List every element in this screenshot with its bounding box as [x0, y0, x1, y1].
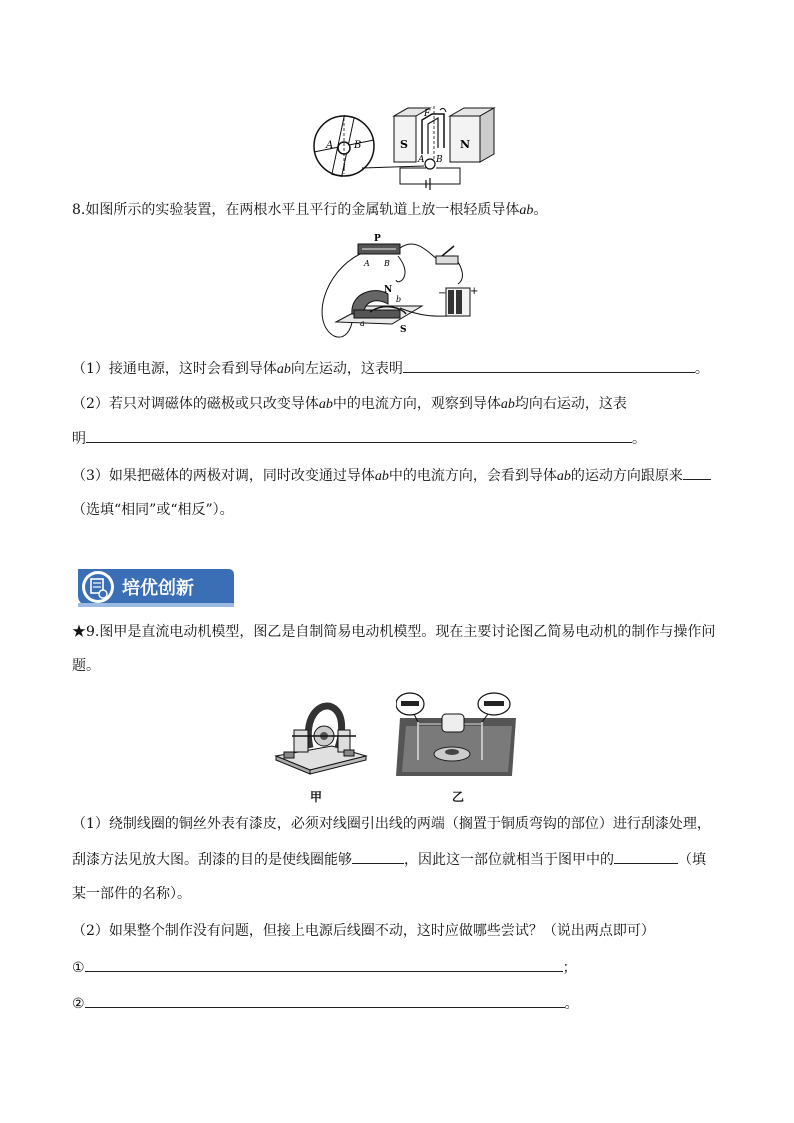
label-a: a: [360, 319, 365, 328]
section-title: 培优创新: [122, 578, 194, 599]
q8-part2-blank[interactable]: [86, 428, 632, 443]
fig-jia-caption: 甲: [310, 790, 323, 804]
q9-part1-blank1[interactable]: [352, 849, 404, 864]
label-plus: +: [470, 286, 479, 297]
label-B: B: [384, 259, 390, 268]
section-banner: [78, 567, 234, 607]
label-A: A: [364, 259, 370, 268]
label-minus: −: [438, 288, 447, 299]
q9-part2: （2）如果整个制作没有问题，但接上电源后线圈不动，这时应做哪些尝试？（说出两点即可）: [72, 923, 655, 939]
q9-part1-line1: （1）绕制线圈的铜丝外表有漆皮，必须对线圈引出线的两端（搁置于铜质弯钩的部位）进行刮漆处理，: [72, 816, 711, 832]
q8-part3-blank[interactable]: [683, 465, 711, 480]
q8-apparatus-figure: [314, 232, 484, 344]
label-S: S: [400, 138, 408, 151]
q8-part1: （1）接通电源，这时会看到导体ab向左运动，这表明 。: [72, 358, 709, 380]
label-S: S: [400, 325, 407, 335]
q9-line2: 题。: [72, 658, 100, 674]
label-F: F: [424, 109, 431, 119]
q8-title: 8.如图所示的实验装置，在两根水平且平行的金属轨道上放一根轻质导体ab。: [72, 202, 548, 218]
label-A-left: A: [326, 140, 334, 151]
label-b: b: [396, 295, 402, 304]
q9-part1-line3: 某一部件的名称）。: [72, 886, 191, 902]
q8-part2-cont: 明 。: [72, 428, 646, 449]
label-N: N: [460, 138, 471, 151]
q9-line1: ★9.图甲是直流电动机模型，图乙是自制简易电动机模型。现在主要讨论图乙简易电动机的制作与操作问: [72, 624, 716, 640]
q8-part2: （2）若只对调磁体的磁极或只改变导体ab中的电流方向，观察到导体ab均向右运动，这表: [72, 396, 627, 412]
q9-answer1-blank[interactable]: [85, 957, 563, 972]
label-P: P: [374, 234, 381, 244]
label-B-right: B: [436, 155, 443, 165]
q8-part3: （3）如果把磁体的两极对调，同时改变通过导体ab中的电流方向，会看到导体ab的运动方向跟原来: [72, 465, 711, 487]
q9-answer2-blank[interactable]: [85, 993, 565, 1008]
q9-part1-line2: 刮漆方法见放大图。刮漆的目的是使线圈能够 ，因此这一部位就相当于图甲中的 （填: [72, 849, 706, 870]
label-N: N: [384, 285, 393, 295]
fig-yi-homemade-motor: [396, 692, 520, 780]
q9-answer1: ① ；: [72, 957, 577, 978]
q8-part3-cont: （选填“相同”或“相反”）。: [72, 502, 234, 518]
q9-part1-blank2[interactable]: [614, 849, 678, 864]
top-motor-figure: [310, 104, 500, 190]
label-B-left: B: [354, 140, 362, 151]
q8-part1-blank[interactable]: [403, 358, 695, 373]
fig-jia-dc-motor: [272, 694, 370, 780]
q9-answer2: ② 。: [72, 993, 579, 1014]
label-A-right: A: [418, 155, 425, 165]
label-i: i: [343, 163, 346, 172]
fig-yi-caption: 乙: [452, 790, 465, 804]
